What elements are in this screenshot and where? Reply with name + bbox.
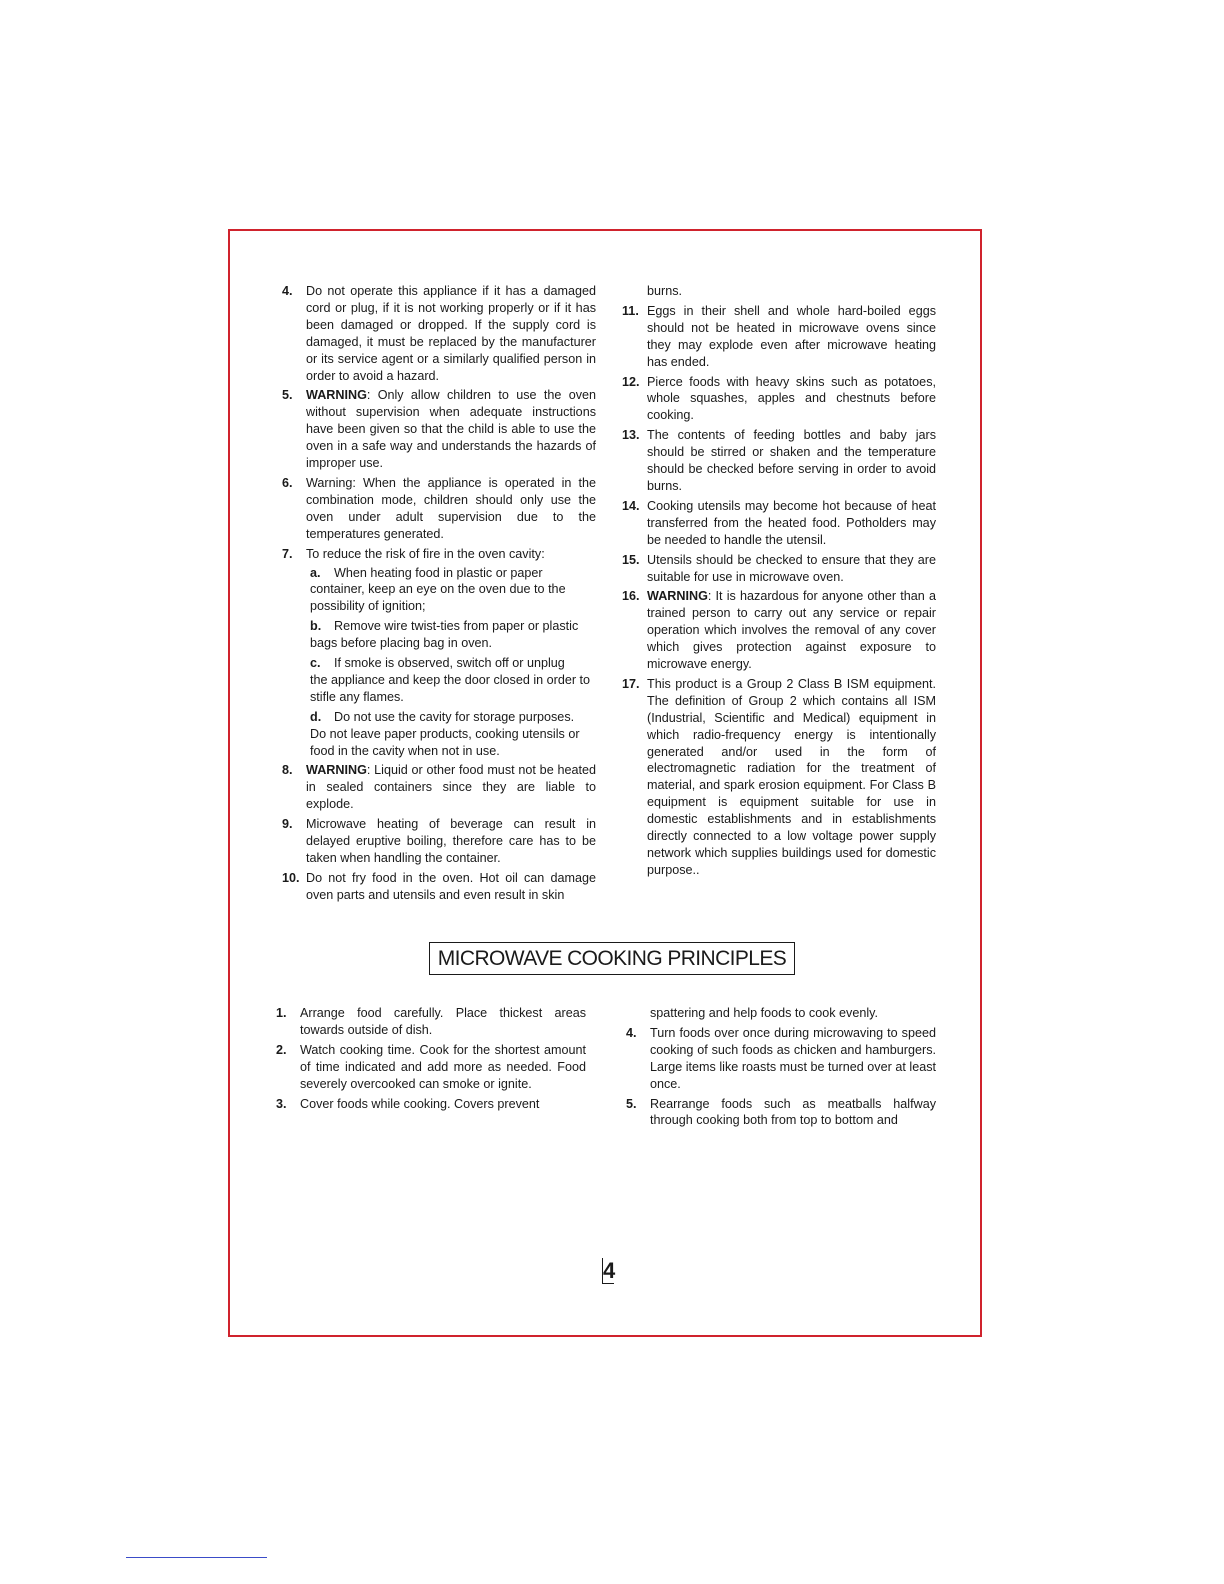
item-number: 5. (282, 388, 293, 403)
principles-left-column (276, 1005, 586, 1115)
item-text: : Only allow children to use the oven without supervision when adequate instructions have been given so that the child is able to use the oven in a safe way and understands the hazards of improper use. (306, 388, 596, 471)
sub-item-b (306, 618, 596, 652)
item-text: Turn foods over once during microwaving to speed cooking of such foods as chicken and hamburgers. Large items like roasts must be turned over at least once. (650, 1025, 936, 1091)
item-number: 7. (282, 546, 293, 561)
item-text: Microwave heating of beverage can result in delayed eruptive boiling, therefore care has to be taken when handling the container. (306, 817, 596, 865)
item-text: The contents of feeding bottles and baby jars should be stirred or shaken and the temperature should be checked before serving in order to avoid burns. (647, 428, 936, 493)
sub-text-rest: the appliance and keep the door closed in order to stifle any flames. (310, 672, 591, 704)
item-text: Utensils should be checked to ensure that they are suitable for use in microwave oven. (647, 552, 936, 584)
item-number: 3. (276, 1096, 287, 1111)
heading-container (0, 942, 1224, 975)
page-number: 4 (603, 1258, 616, 1283)
sub-item-a (306, 565, 596, 616)
item-text: Watch cooking time. Cook for the shortest amount of time indicated and add more as needed. Food severely overcooked can smoke or ignite. (300, 1042, 586, 1091)
safety-item-10 (282, 870, 596, 904)
sub-text: Do not use the cavity for storage purposes. (334, 709, 575, 724)
item-number: 12. (622, 374, 640, 389)
item-text: To reduce the risk of fire in the oven cavity: (306, 546, 545, 561)
item-text: Warning: When the appliance is operated in the combination mode, children should only use the oven under adult supervision due to the temperatures generated. (306, 475, 596, 541)
principle-item-2 (276, 1042, 586, 1093)
item-number: 4. (626, 1025, 637, 1040)
item-number: 15. (622, 552, 640, 567)
sub-text: Remove wire twist-ties from paper or plastic (334, 619, 579, 634)
sub-label: b. (310, 619, 322, 634)
safety-item-9 (282, 816, 596, 867)
safety-item-13 (622, 427, 936, 495)
sub-text-rest: container, keep an eye on the oven due to the possibility of ignition; (310, 582, 566, 614)
safety-item-11 (622, 303, 936, 371)
item-text: Cooking utensils may become hot because of heat transferred from the heated food. Potholders may be needed to handle the utensil. (647, 498, 936, 547)
item-text: : It is hazardous for anyone other than a trained person to carry out any service or repair operation which involves the removal of any cover which gives protection against exposure to microwave energy. (647, 589, 936, 672)
principle-item-1 (276, 1005, 586, 1039)
continued-text: burns. (647, 284, 683, 298)
safety-left-column (282, 283, 596, 907)
item-number: 6. (282, 475, 293, 490)
sub-text: If smoke is observed, switch off or unplug (334, 656, 565, 671)
safety-right-column (622, 283, 936, 882)
safety-item-12 (622, 374, 936, 425)
item-text: Pierce foods with heavy skins such as potatoes, whole squashes, apples and chestnuts before cooking. (647, 374, 936, 423)
continued-text: spattering and help foods to cook evenly. (650, 1006, 879, 1020)
principles-right-column (626, 1005, 936, 1132)
safety-item-8 (282, 762, 596, 813)
principle-item-5 (626, 1096, 936, 1130)
safety-item-16 (622, 588, 936, 673)
item-text: : Liquid or other food must not be heated in sealed containers since they are liable to explode. (306, 763, 596, 812)
item-number: 16. (622, 589, 640, 604)
item-text: Rearrange foods such as meatballs halfway through cooking both from top to bottom and (650, 1096, 936, 1128)
safety-item-5 (282, 387, 596, 472)
item-number: 5. (626, 1096, 637, 1111)
item-text: Do not fry food in the oven. Hot oil can damage oven parts and utensils and even result in skin (306, 870, 596, 902)
item-number: 2. (276, 1042, 287, 1057)
item-number: 1. (276, 1006, 287, 1020)
safety-item-7 (282, 546, 596, 563)
warning-label: WARNING (306, 763, 367, 778)
item-number: 17. (622, 676, 640, 691)
item-number: 11. (622, 303, 639, 318)
item-text: Arrange food carefully. Place thickest areas towards outside of dish. (300, 1006, 586, 1037)
safety-item-15 (622, 552, 936, 586)
principle-item-3 (276, 1096, 586, 1113)
section-heading: MICROWAVE COOKING PRINCIPLES (429, 942, 795, 975)
safety-item-14 (622, 498, 936, 549)
principle-item-4 (626, 1025, 936, 1093)
sub-label: c. (310, 656, 321, 671)
item-text: Cover foods while cooking. Covers prevent (300, 1096, 540, 1111)
item-text: Do not operate this appliance if it has a damaged cord or plug, if it is not working properly or if it has been damaged or dropped. If the supply cord is damaged, it must be replaced by the manufacturer or its service agent or a similarly qualified person in order to avoid a hazard. (306, 284, 596, 383)
safety-item-17 (622, 676, 936, 879)
safety-item-4 (282, 283, 596, 384)
item-number: 10. (282, 870, 300, 885)
item-text: Eggs in their shell and whole hard-boiled eggs should not be heated in microwave ovens since they may explode even after microwave heating has ended. (647, 303, 936, 369)
sub-label: a. (310, 565, 321, 580)
item-number: 4. (282, 284, 293, 298)
sub-label: d. (310, 709, 322, 724)
sub-item-d (306, 709, 596, 760)
sub-text: When heating food in plastic or paper (334, 565, 543, 580)
item-number: 13. (622, 428, 640, 443)
footer-rule (126, 1557, 267, 1558)
warning-label: WARNING (306, 388, 367, 403)
sub-item-c (306, 655, 596, 706)
warning-label: WARNING (647, 589, 708, 604)
item-text: This product is a Group 2 Class B ISM equipment. The definition of Group 2 which contains all ISM (Industrial, Scientific and Medical) equipment in which radio-frequency energy is intentionally generated and/or used in the form of electromagnetic radiation for the treatment of material, and spark erosion equipment. For Class B equipment is equipment suitable for use in domestic establishments and in establishments directly connected to a low voltage power supply network which supplies buildings used for domestic purpose.. (647, 676, 936, 877)
item-number: 9. (282, 817, 293, 832)
item-number: 8. (282, 763, 293, 778)
item-number: 14. (622, 498, 640, 513)
safety-item-6 (282, 475, 596, 543)
sub-text-rest: Do not leave paper products, cooking utensils or food in the cavity when not in use. (310, 726, 580, 758)
sub-text-rest: bags before placing bag in oven. (310, 636, 493, 651)
